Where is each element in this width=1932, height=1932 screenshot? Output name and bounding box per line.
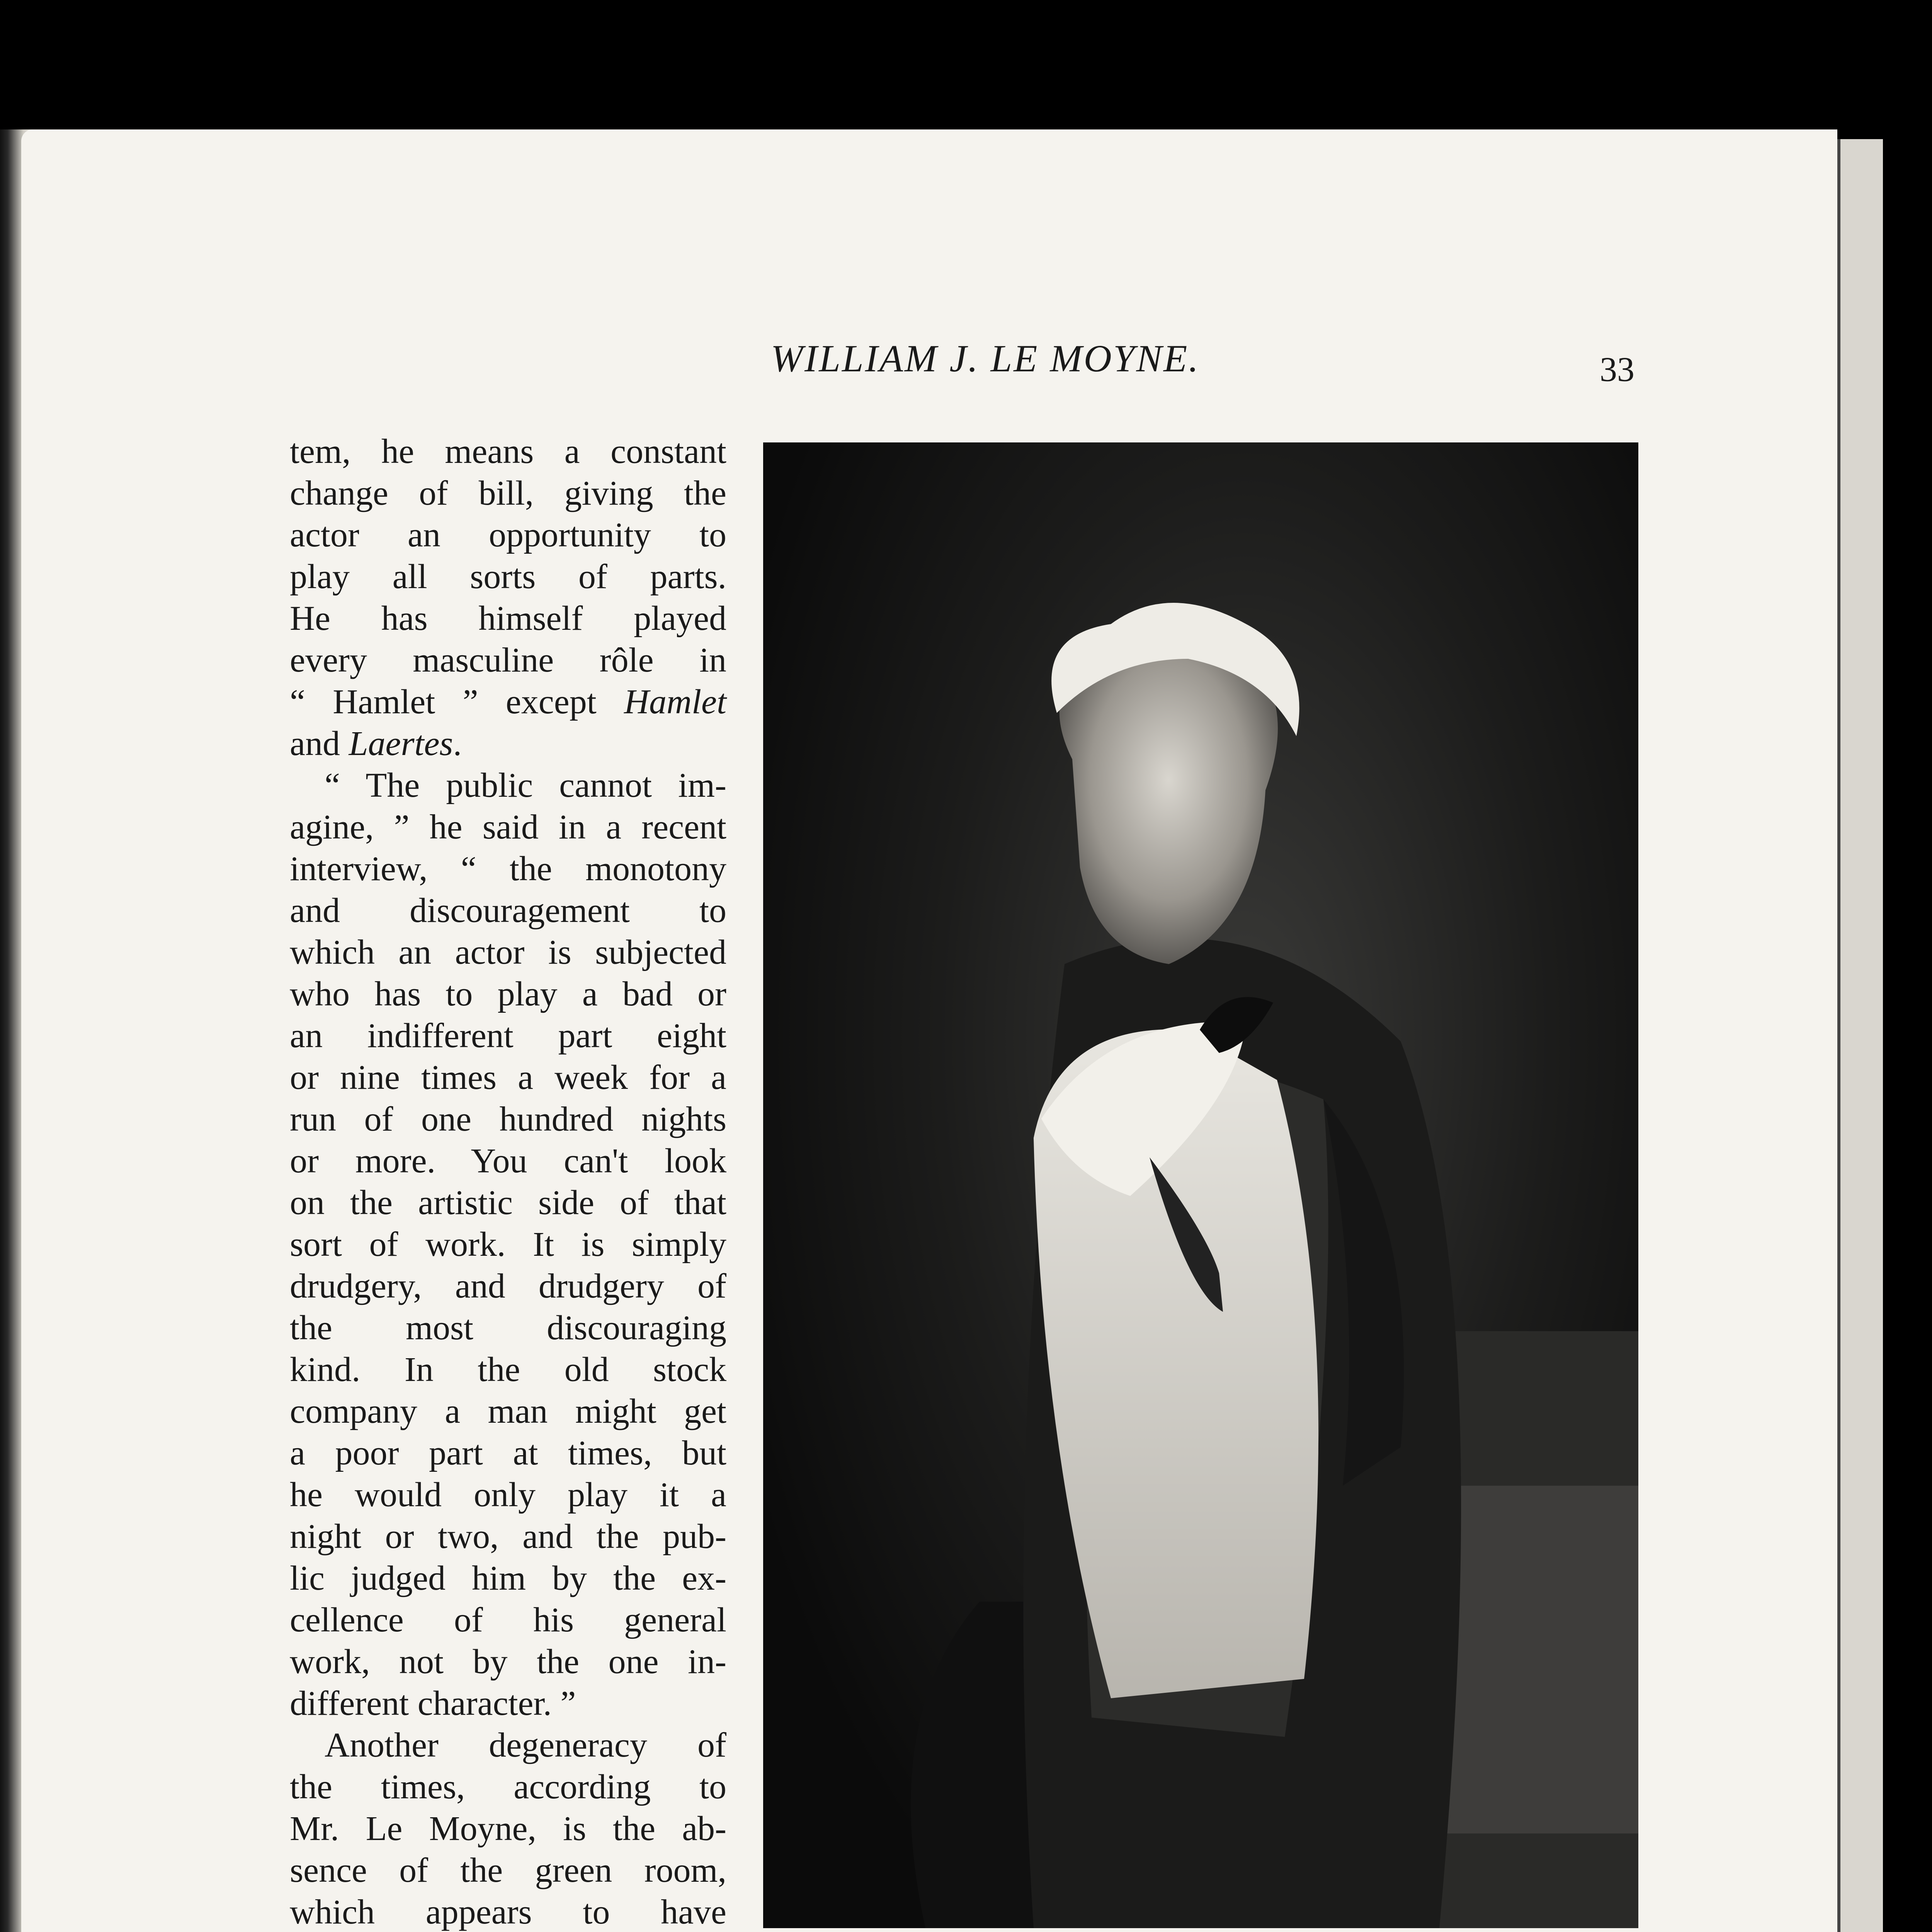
text-line: which appears to have	[290, 1893, 726, 1931]
text-line: sence of the green room,	[290, 1851, 726, 1889]
text-line: or nine times a week for a	[290, 1058, 726, 1097]
text-line: Another degeneracy of	[325, 1726, 726, 1764]
text-line: different character. ”	[290, 1684, 576, 1723]
text-line: Mr. Le Moyne, is the ab-	[290, 1810, 726, 1848]
text-line: the most discouraging	[290, 1309, 726, 1347]
text-line: change of bill, giving the	[290, 474, 726, 512]
text-line: interview, “ the monotony	[290, 850, 726, 888]
text-line: tem, he means a constant	[290, 432, 726, 471]
text-line: and Laertes.	[290, 724, 462, 763]
text-line: every masculine rôle in	[290, 641, 726, 679]
text-line: company a man might get	[290, 1392, 726, 1430]
text-line: actor an opportunity to	[290, 516, 726, 554]
text-line: “ The public cannot im-	[325, 766, 726, 804]
text-line: work, not by the one in-	[290, 1643, 726, 1681]
text-line: sort of work. It is simply	[290, 1225, 726, 1264]
text-line: a poor part at times, but	[290, 1434, 726, 1472]
text-line: and discouragement to	[290, 891, 726, 930]
text-line: which an actor is subjected	[290, 933, 726, 971]
text-line: night or two, and the pub-	[290, 1517, 726, 1556]
text-line: or more. You can't look	[290, 1142, 726, 1180]
text-line: on the artistic side of that	[290, 1184, 726, 1222]
portrait-illustration	[763, 442, 1638, 1928]
text-line: an indifferent part eight	[290, 1017, 726, 1055]
text-line: cellence of his general	[290, 1601, 726, 1639]
text-line: run of one hundred nights	[290, 1100, 726, 1138]
running-header-title: WILLIAM J. LE MOYNE.	[770, 337, 1200, 380]
text-line: play all sorts of parts.	[290, 558, 726, 596]
text-line: who has to play a bad or	[290, 975, 726, 1013]
text-line: he would only play it a	[290, 1476, 726, 1514]
adjacent-page-edge	[1837, 139, 1883, 1932]
page-number: 33	[1600, 350, 1634, 389]
text-line: drudgery, and drudgery of	[290, 1267, 726, 1305]
text-line: lic judged him by the ex-	[290, 1559, 726, 1597]
text-line: the times, according to	[290, 1768, 726, 1806]
text-line: agine, ” he said in a recent	[290, 808, 726, 846]
text-line: He has himself played	[290, 599, 726, 638]
article-column-left-top	[290, 431, 726, 1932]
portrait-photo	[763, 442, 1638, 1928]
text-line: “ Hamlet ” except Hamlet	[290, 683, 726, 721]
text-line: kind. In the old stock	[290, 1350, 726, 1389]
